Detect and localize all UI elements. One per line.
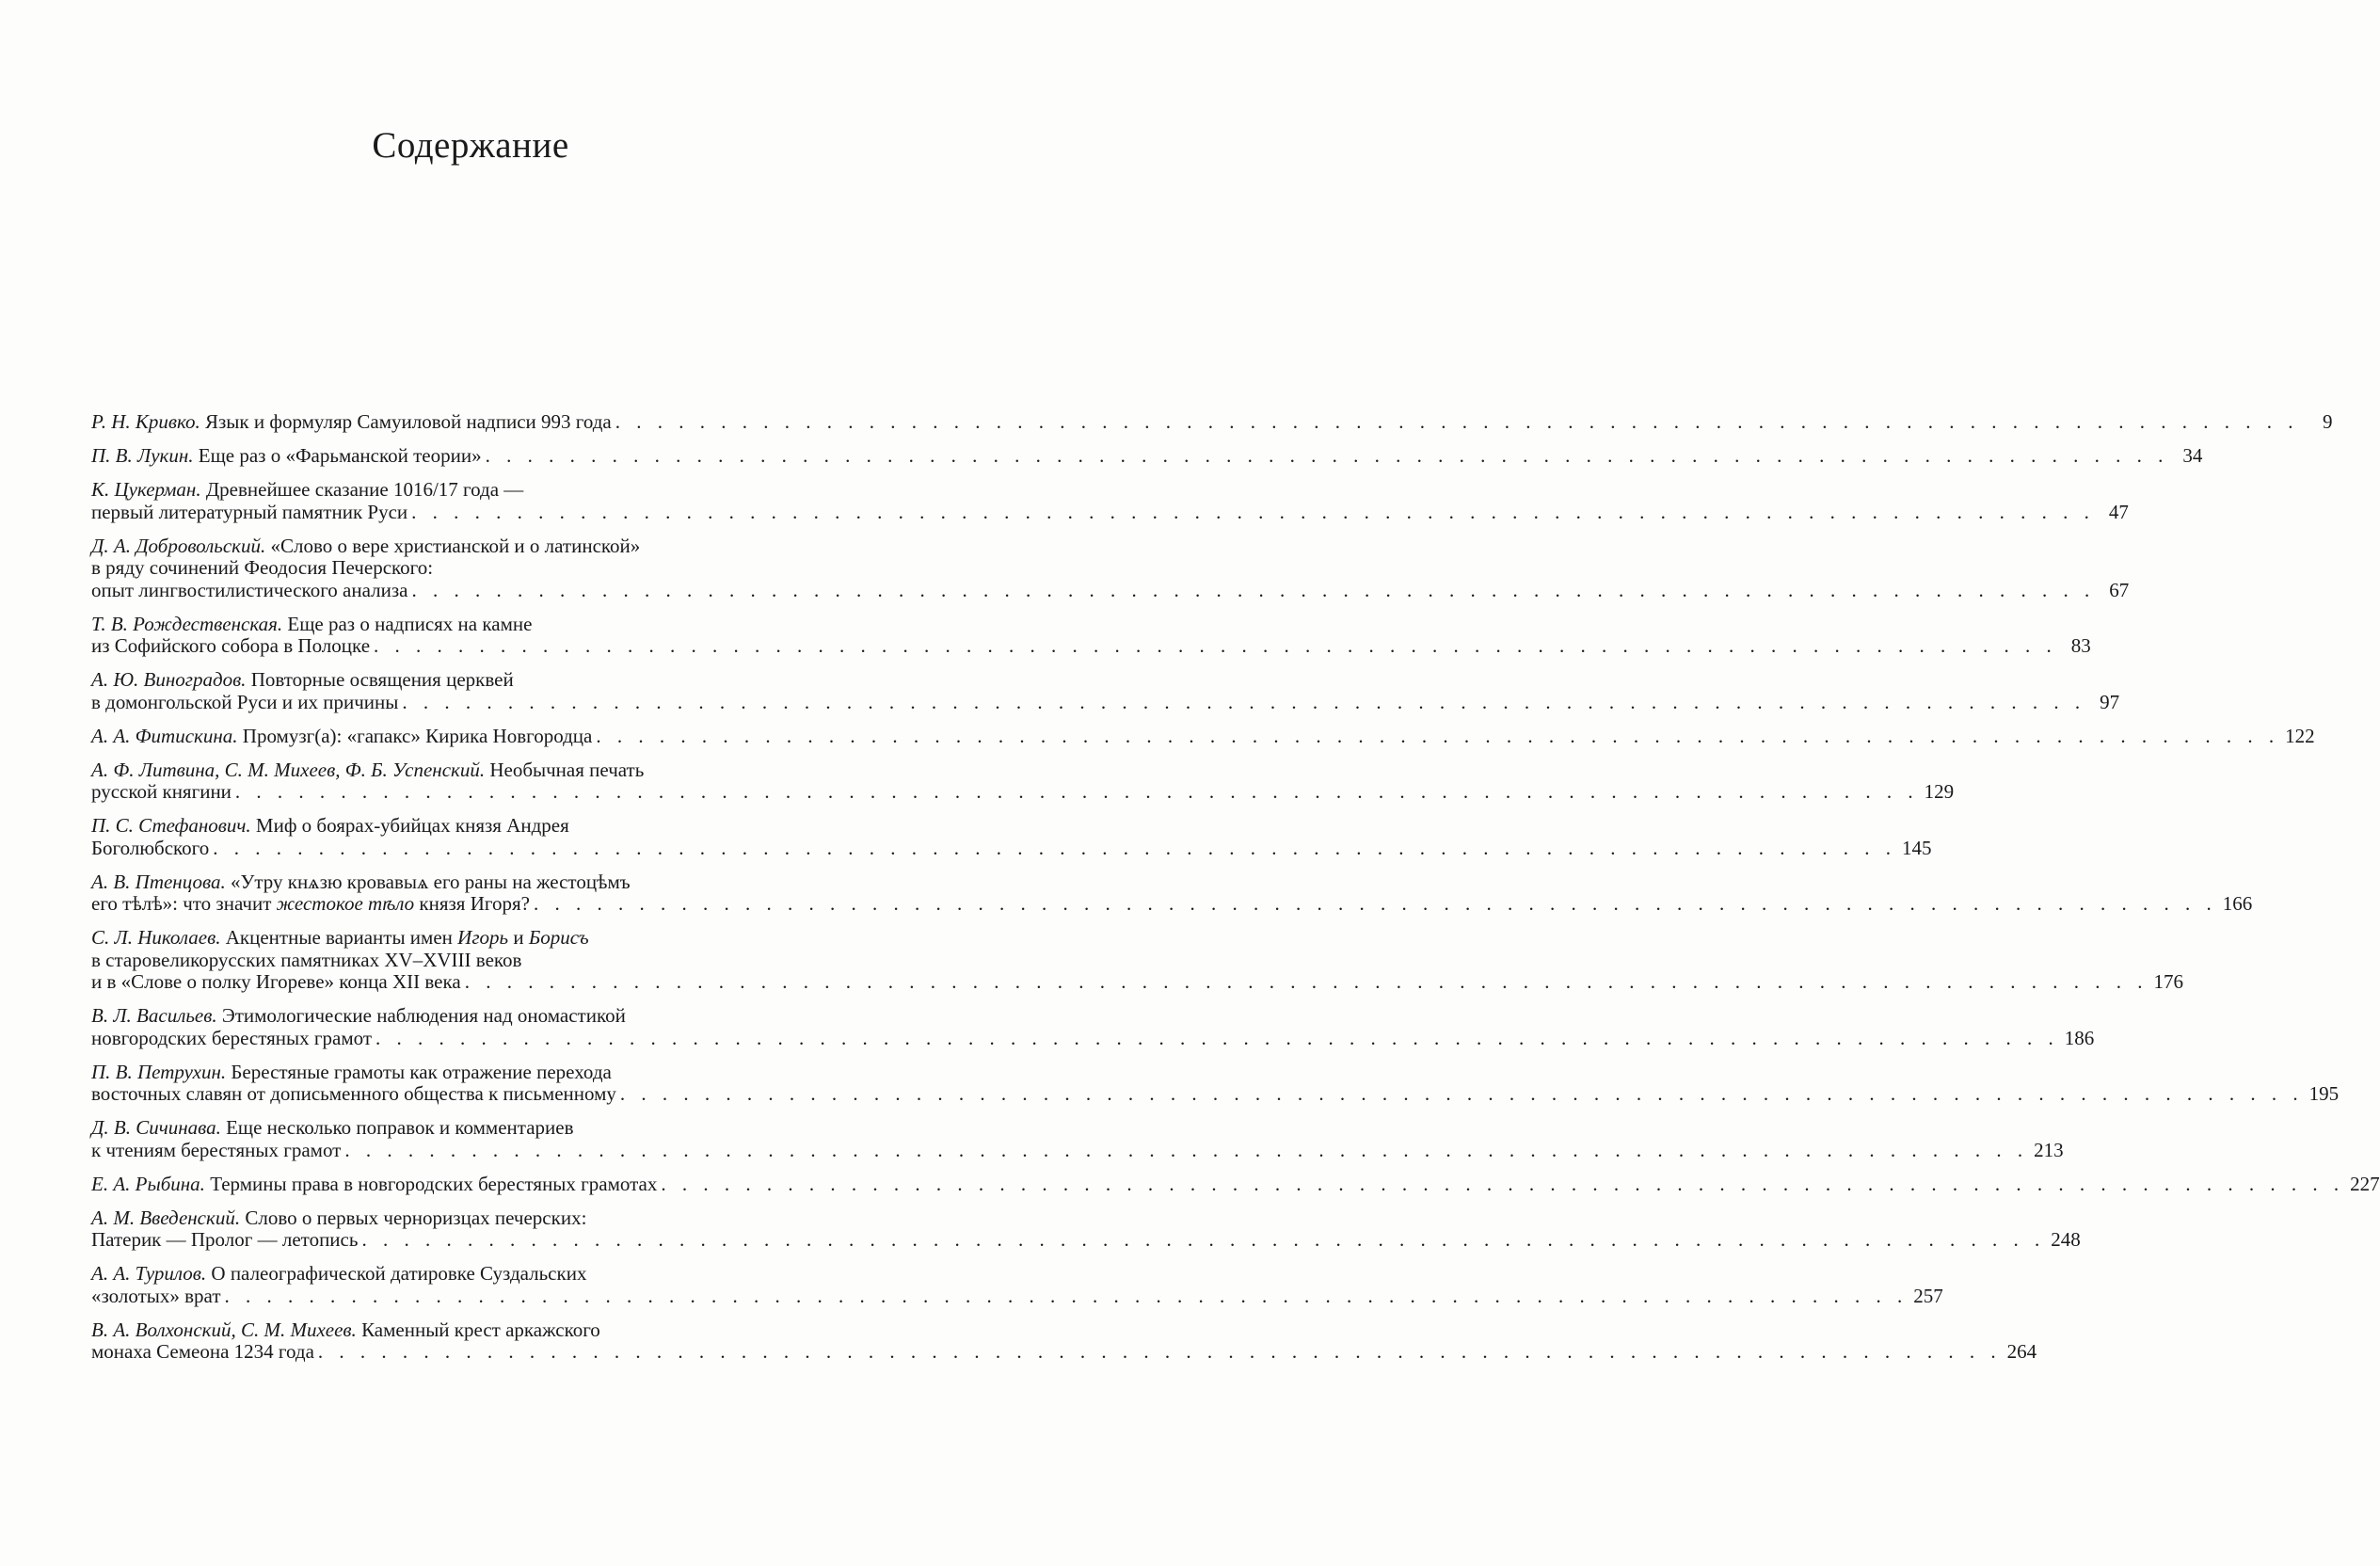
toc-entry — [91, 668, 2120, 713]
page-number: 213 — [2034, 1138, 2064, 1161]
toc-line-text — [91, 781, 232, 804]
author-or-italic-text: А. М. Введенский. — [91, 1206, 241, 1229]
author-or-italic-text: П. В. Петрухин. — [91, 1060, 227, 1083]
author-or-italic-text: А. А. Фитискина. — [91, 724, 238, 747]
title-text: и в «Слове о полку Игореве» конца XII века — [91, 970, 461, 993]
toc-entry — [91, 1206, 2081, 1252]
toc-line — [91, 557, 774, 580]
toc-entry — [91, 612, 2091, 658]
page-number: 257 — [1913, 1284, 1943, 1307]
toc-line — [91, 669, 774, 692]
title-text: Миф о боярах-убийцах князя Андрея — [250, 814, 569, 837]
toc-line — [91, 1138, 2064, 1162]
author-or-italic-text: Т. В. Рождественская. — [91, 612, 283, 635]
toc-line-text — [91, 1319, 600, 1342]
author-or-italic-text: С. Л. Николаев. — [91, 926, 221, 949]
toc-line — [91, 927, 774, 950]
leader-dots: . . . . . . . . . . . . . . . . . . . . . . . . . . . . . . . . . . . . . . . . . . . . . . . . . . . . . . . . . . . . . . . . . . . . . . . . . . . . . . . . — [533, 892, 2217, 915]
page-number: 129 — [1924, 780, 1955, 803]
page-number: 166 — [2222, 892, 2253, 915]
author-or-italic-text: П. В. Лукин. — [91, 444, 194, 467]
leader-dots: . . . . . . . . . . . . . . . . . . . . . . . . . . . . . . . . . . . . . . . . . . . . . . . . . . . . . . . . . . . . . . . . . . . . . . . . . . . . . . . . — [619, 1082, 2304, 1105]
author-or-italic-text: Р. Н. Кривко. — [91, 410, 200, 433]
author-or-italic-text: К. Цукерман. — [91, 478, 201, 501]
title-text: Акцентные варианты имен — [220, 926, 458, 949]
toc-line — [91, 1319, 774, 1342]
toc-entry — [91, 444, 2203, 468]
toc-line — [91, 500, 2129, 524]
toc-line-text — [91, 580, 407, 602]
page-number: 97 — [2100, 690, 2120, 713]
title-text: Боголюбского — [91, 836, 210, 859]
author-or-italic-text: Игорь — [457, 926, 509, 949]
author-or-italic-text: П. С. Стефанович. — [91, 814, 251, 837]
title-text: Патерик — Пролог — летопись — [91, 1228, 359, 1251]
toc-entry — [91, 926, 2183, 994]
leader-dots: . . . . . . . . . . . . . . . . . . . . . . . . . . . . . . . . . . . . . . . . . . . . . . . . . . . . . . . . . . . . . . . . . . . . . . . . . . . . . . . . — [661, 1172, 2345, 1195]
toc-line-text — [91, 557, 433, 580]
leader-dots: . . . . . . . . . . . . . . . . . . . . . . . . . . . . . . . . . . . . . . . . . . . . . . . . . . . . . . . . . . . . . . . . . . . . . . . . . . . . . . . . — [234, 780, 1919, 803]
title-text: русской княгини — [91, 780, 232, 803]
toc-entry — [91, 1116, 2064, 1161]
toc-entry — [91, 1262, 1943, 1307]
toc-line — [91, 410, 2333, 434]
title-text: О палеографической датировке Суздальских — [206, 1262, 587, 1285]
leader-dots: . . . . . . . . . . . . . . . . . . . . . . . . . . . . . . . . . . . . . . . . . . . . . . . . . . . . . . . . . . . . . . . . . . . . . . . . . . . . . . . . — [361, 1228, 2046, 1251]
table-of-contents — [91, 410, 2380, 1375]
author-or-italic-text: жестокое тѣло — [276, 892, 415, 915]
toc-line — [91, 815, 774, 838]
toc-entry — [91, 814, 1932, 859]
page-number: 83 — [2070, 634, 2091, 657]
title-text: Язык и формуляр Самуиловой надписи 993 года — [200, 410, 612, 433]
toc-entry — [91, 1060, 2340, 1106]
toc-line-text — [91, 635, 370, 658]
toc-line — [91, 614, 774, 636]
title-text: «Слово о вере христианской и о латинской» — [265, 534, 641, 557]
toc-entry — [91, 410, 2333, 434]
title-text: «Утру кнѧзю кровавыѧ его раны на жестоцѣмъ — [225, 870, 631, 893]
page-number: 186 — [2064, 1026, 2095, 1049]
toc-line — [91, 578, 2130, 602]
title-text: Этимологические наблюдения над ономастикой — [216, 1004, 626, 1027]
author-or-italic-text: А. Ф. Литвина, С. М. Михеев, Ф. Б. Успенский. — [91, 758, 486, 781]
toc-line-text — [91, 1117, 574, 1140]
leader-dots: . . . . . . . . . . . . . . . . . . . . . . . . . . . . . . . . . . . . . . . . . . . . . . . . . . . . . . . . . . . . . . . . . . . . . . . . . . . . . . . . — [485, 444, 2169, 467]
toc-line-text — [91, 759, 644, 782]
toc-line-text — [91, 1341, 314, 1364]
title-text: Еще раз о «Фарьманской теории» — [193, 444, 482, 467]
toc-line-text — [91, 445, 482, 468]
page-number: 248 — [2051, 1228, 2081, 1251]
page-number: 195 — [2308, 1082, 2340, 1105]
page-number: 264 — [2006, 1340, 2037, 1363]
leader-dots: . . . . . . . . . . . . . . . . . . . . . . . . . . . . . . . . . . . . . . . . . . . . . . . . . . . . . . . . . . . . . . . . . . . . . . . . . . . . . . . . — [411, 500, 2095, 523]
author-or-italic-text: В. Л. Васильев. — [91, 1004, 217, 1027]
page-number: 176 — [2153, 970, 2183, 993]
leader-dots: . . . . . . . . . . . . . . . . . . . . . . . . . . . . . . . . . . . . . . . . . . . . . . . . . . . . . . . . . . . . . . . . . . . . . . . . . . . . . . . . — [596, 724, 2280, 747]
toc-line — [91, 871, 774, 894]
title-text: и — [508, 926, 529, 949]
toc-line-text — [91, 1286, 221, 1308]
leader-dots: . . . . . . . . . . . . . . . . . . . . . . . . . . . . . . . . . . . . . . . . . . . . . . . . . . . . . . . . . . . . . . . . . . . . . . . . . . . . . . . . — [374, 634, 2057, 657]
title-text: первый литературный памятник Руси — [91, 500, 408, 523]
leader-dots: . . . . . . . . . . . . . . . . . . . . . . . . . . . . . . . . . . . . . . . . . . . . . . . . . . . . . . . . . . . . . . . . . . . . . . . . . . . . . . . . — [402, 690, 2086, 713]
toc-line-text — [91, 669, 514, 692]
toc-line-text — [91, 1083, 616, 1106]
toc-line-text — [91, 692, 398, 714]
toc-line-text — [91, 502, 407, 524]
leader-dots: . . . . . . . . . . . . . . . . . . . . . . . . . . . . . . . . . . . . . . . . . . . . . . . . . . . . . . . . . . . . . . . . . . . . . . . . . . . . . . . . — [615, 410, 2299, 433]
toc-line — [91, 444, 2203, 468]
toc-line-text — [91, 535, 640, 558]
title-text: в старовеликорусских памятниках XV–XVIII веков — [91, 948, 522, 971]
toc-entry — [91, 724, 2315, 748]
title-text: Промузг(а): «гапакс» Кирика Новгородца — [237, 724, 593, 747]
title-text: Термины права в новгородских берестяных грамотах — [204, 1172, 658, 1195]
leader-dots: . . . . . . . . . . . . . . . . . . . . . . . . . . . . . . . . . . . . . . . . . . . . . . . . . . . . . . . . . . . . . . . . . . . . . . . . . . . . . . . . — [464, 970, 2148, 993]
title-text: «золотых» врат — [91, 1284, 221, 1307]
title-text: Еще несколько поправок и комментариев — [220, 1116, 574, 1139]
toc-line-text — [91, 893, 530, 916]
title-text: его тѣлѣ»: что значит — [91, 892, 277, 915]
author-or-italic-text: А. А. Турилов. — [91, 1262, 207, 1285]
title-text: новгородских берестяных грамот — [91, 1026, 373, 1049]
toc-line — [91, 1228, 2081, 1252]
toc-line — [91, 1062, 774, 1084]
leader-dots: . . . . . . . . . . . . . . . . . . . . . . . . . . . . . . . . . . . . . . . . . . . . . . . . . . . . . . . . . . . . . . . . . . . . . . . . . . . . . . . . — [375, 1026, 2059, 1049]
toc-line-text — [91, 614, 532, 636]
toc-line — [91, 634, 2091, 658]
toc-line-text — [91, 1229, 358, 1252]
toc-line — [91, 836, 1932, 860]
leader-dots: . . . . . . . . . . . . . . . . . . . . . . . . . . . . . . . . . . . . . . . . . . . . . . . . . . . . . . . . . . . . . . . . . . . . . . . . . . . . . . . . — [411, 578, 2096, 601]
page-number: 122 — [2285, 724, 2315, 747]
leader-dots: . . . . . . . . . . . . . . . . . . . . . . . . . . . . . . . . . . . . . . . . . . . . . . . . . . . . . . . . . . . . . . . . . . . . . . . . . . . . . . . . — [344, 1138, 2029, 1161]
page-number: 34 — [2182, 444, 2203, 467]
toc-line — [91, 1005, 774, 1028]
author-or-italic-text: Д. А. Добровольский. — [91, 534, 266, 557]
title-text: Каменный крест аркажского — [356, 1318, 600, 1341]
toc-line — [91, 1263, 774, 1286]
page-title: Содержание — [372, 125, 569, 166]
title-text: князя Игоря? — [414, 892, 530, 915]
toc-line — [91, 1026, 2095, 1050]
toc-line — [91, 759, 774, 782]
title-text: в ряду сочинений Феодосия Печерского: — [91, 556, 434, 579]
toc-line-text — [91, 927, 589, 950]
toc-line — [91, 1117, 774, 1140]
author-or-italic-text: А. Ю. Виноградов. — [91, 668, 247, 691]
toc-entry — [91, 1172, 2380, 1196]
toc-line-text — [91, 1263, 586, 1286]
toc-entry — [91, 758, 1955, 804]
toc-line — [91, 1340, 2037, 1364]
toc-entry — [91, 478, 2129, 523]
toc-line-text — [91, 871, 631, 894]
toc-entry — [91, 534, 2130, 602]
toc-line-text — [91, 1174, 657, 1196]
toc-line-text — [91, 411, 612, 434]
page-number: 9 — [2323, 410, 2333, 433]
toc-line-text — [91, 1207, 586, 1230]
toc-line — [91, 690, 2120, 714]
title-text: Повторные освящения церквей — [246, 668, 514, 691]
author-or-italic-text: Е. А. Рыбина. — [91, 1172, 205, 1195]
title-text: к чтениям берестяных грамот — [91, 1138, 342, 1161]
toc-line-text — [91, 479, 523, 502]
toc-line-text — [91, 838, 209, 860]
toc-line-text — [91, 1028, 372, 1050]
toc-line — [91, 1207, 774, 1230]
toc-entry — [91, 1004, 2095, 1049]
toc-line — [91, 1082, 2340, 1106]
title-text: Слово о первых черноризцах печерских: — [240, 1206, 587, 1229]
toc-line — [91, 950, 774, 972]
toc-line — [91, 970, 2183, 994]
toc-line-text — [91, 950, 521, 972]
leader-dots: . . . . . . . . . . . . . . . . . . . . . . . . . . . . . . . . . . . . . . . . . . . . . . . . . . . . . . . . . . . . . . . . . . . . . . . . . . . . . . . . — [224, 1284, 1909, 1307]
toc-line-text — [91, 1005, 626, 1028]
title-text: восточных славян от дописьменного общества к письменному — [91, 1082, 616, 1105]
toc-line — [91, 892, 2253, 916]
toc-line — [91, 479, 774, 502]
page-number: 227 — [2350, 1172, 2380, 1195]
toc-line-text — [91, 815, 569, 838]
page-number: 145 — [1902, 836, 1932, 859]
toc-line-text — [91, 726, 592, 748]
toc-line-text — [91, 971, 461, 994]
toc-entry — [91, 1318, 2037, 1364]
author-or-italic-text: А. В. Птенцова. — [91, 870, 226, 893]
author-or-italic-text: Борисъ — [528, 926, 589, 949]
title-text: Берестяные грамоты как отражение перехода — [226, 1060, 612, 1083]
title-text: монаха Семеона 1234 года — [91, 1340, 314, 1363]
toc-line — [91, 780, 1955, 804]
toc-entry — [91, 870, 2253, 916]
title-text: Древнейшее сказание 1016/17 года — — [200, 478, 524, 501]
leader-dots: . . . . . . . . . . . . . . . . . . . . . . . . . . . . . . . . . . . . . . . . . . . . . . . . . . . . . . . . . . . . . . . . . . . . . . . . . . . . . . . . — [317, 1340, 2002, 1363]
title-text: в домонгольской Руси и их причины — [91, 690, 399, 713]
toc-line — [91, 1284, 1943, 1308]
leader-dots: . . . . . . . . . . . . . . . . . . . . . . . . . . . . . . . . . . . . . . . . . . . . . . . . . . . . . . . . . . . . . . . . . . . . . . . . . . . . . . . . — [213, 836, 1897, 859]
title-text: из Софийского собора в Полоцке — [91, 634, 371, 657]
toc-line — [91, 724, 2315, 748]
page-number: 47 — [2108, 500, 2129, 523]
page-number: 67 — [2109, 578, 2130, 601]
title-text: опыт лингвостилистического анализа — [91, 578, 408, 601]
author-or-italic-text: Д. В. Сичинава. — [91, 1116, 221, 1139]
toc-line-text — [91, 1140, 341, 1162]
toc-line — [91, 535, 774, 558]
title-text: Еще раз о надписях на камне — [282, 612, 533, 635]
toc-line-text — [91, 1062, 612, 1084]
toc-line — [91, 1172, 2380, 1196]
author-or-italic-text: В. А. Волхонский, С. М. Михеев. — [91, 1318, 357, 1341]
title-text: Необычная печать — [485, 758, 645, 781]
